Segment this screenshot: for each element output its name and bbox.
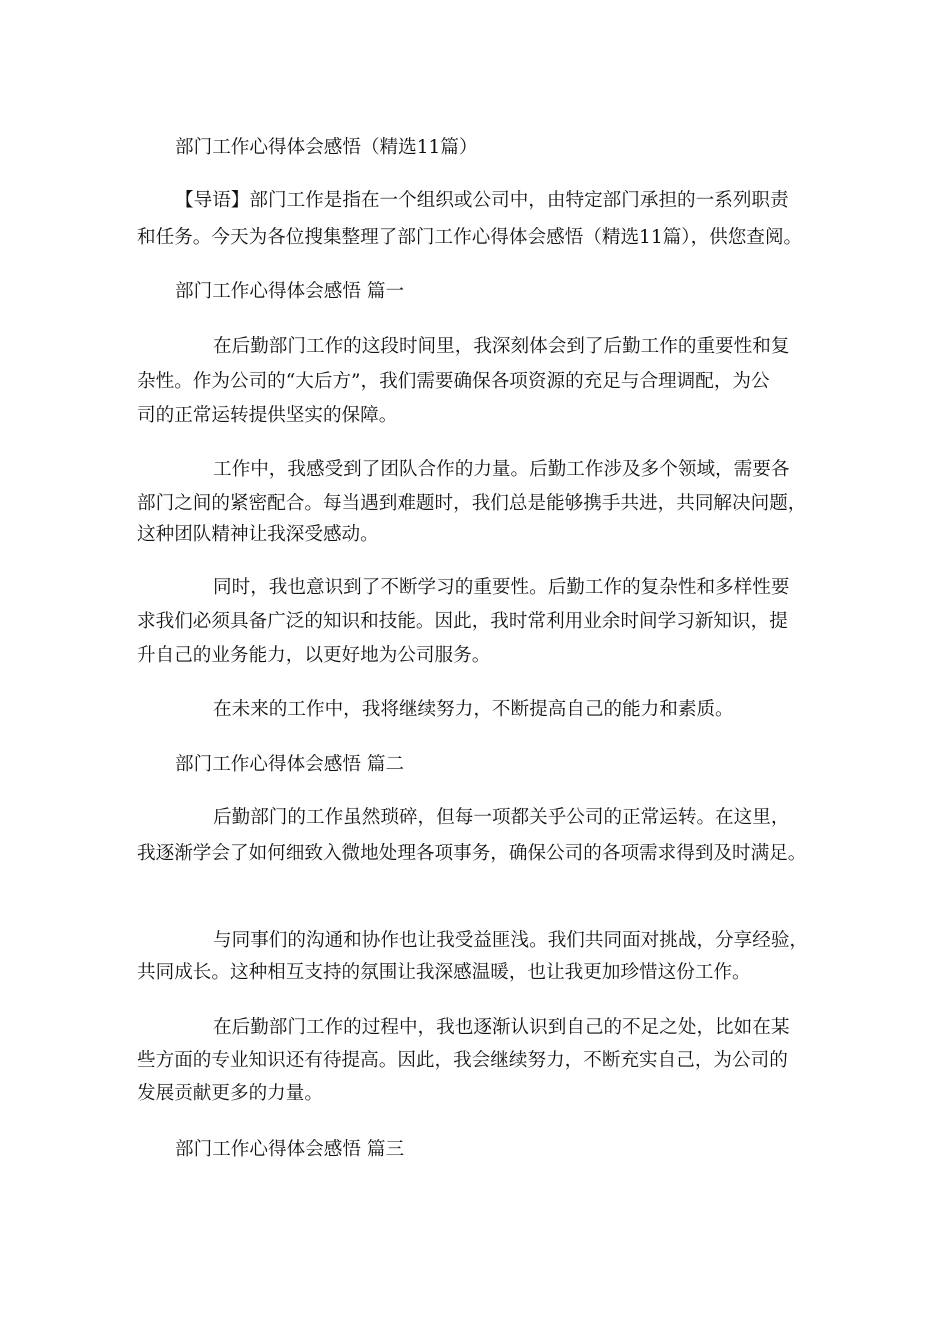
intro-line-1: 【导语】部门工作是指在一个组织或公司中，由特定部门承担的一系列职责 [175,190,789,211]
paragraph-line: 工作中，我感受到了团队合作的力量。后勤工作涉及多个领域，需要各 [213,459,790,480]
paragraph-line: 求我们必须具备广泛的知识和技能。因此，我时常利用业余时间学习新知识，提 [137,611,788,632]
paragraph-line: 司的正常运转提供坚实的保障。 [137,405,398,426]
paragraph-line: 共同成长。这种相互支持的氛围让我深感温暖，也让我更加珍惜这份工作。 [137,962,751,983]
paragraph-line: 这种团队精神让我深受感动。 [137,524,379,545]
paragraph-line: 在后勤部门工作的过程中，我也逐渐认识到自己的不足之处，比如在某 [213,1017,790,1038]
intro-line-2: 和任务。今天为各位搜集整理了部门工作心得体会感悟（精选11篇），供您查阅。 [137,227,803,248]
paragraph-line: 与同事们的沟通和协作也让我受益匪浅。我们共同面对挑战，分享经验， [213,930,809,951]
section-heading-3: 部门工作心得体会感悟 篇三 [175,1139,405,1160]
section-heading-1: 部门工作心得体会感悟 篇一 [175,281,405,302]
paragraph-line: 杂性。作为公司的“大后方”，我们需要确保各项资源的充足与合理调配，为公 [137,371,770,392]
paragraph-line: 升自己的业务能力，以更好地为公司服务。 [137,645,491,666]
paragraph-line: 我逐渐学会了如何细致入微地处理各项事务，确保公司的各项需求得到及时满足。 [137,843,807,864]
paragraph-line: 在未来的工作中，我将继续努力，不断提高自己的能力和素质。 [213,699,734,720]
paragraph-line: 部门之间的紧密配合。每当遇到难题时，我们总是能够携手共进，共同解决问题， [137,493,807,514]
paragraph-line: 发展贡献更多的力量。 [137,1083,323,1104]
paragraph-line: 些方面的专业知识还有待提高。因此，我会继续努力，不断充实自己，为公司的 [137,1050,788,1071]
section-heading-2: 部门工作心得体会感悟 篇二 [175,754,405,775]
paragraph-line: 后勤部门的工作虽然琐碎，但每一项都关乎公司的正常运转。在这里， [213,807,790,828]
paragraph-line: 同时，我也意识到了不断学习的重要性。后勤工作的复杂性和多样性要 [213,577,790,598]
paragraph-line: 在后勤部门工作的这段时间里，我深刻体会到了后勤工作的重要性和复 [213,336,790,357]
document-title: 部门工作心得体会感悟（精选11篇） [175,137,478,158]
